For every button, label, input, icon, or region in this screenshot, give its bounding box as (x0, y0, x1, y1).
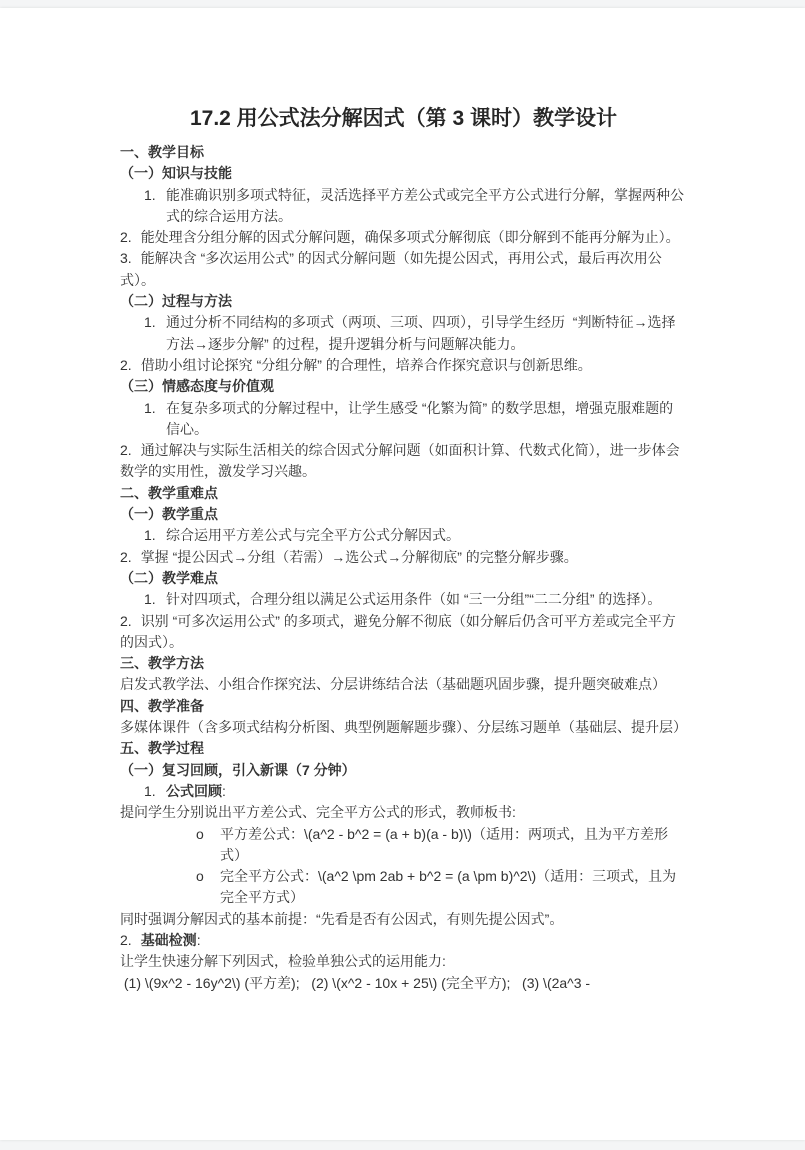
list-item-text: 通过解决与实际生活相关的综合因式分解问题（如面积计算、代数式化简），进一步体会数学的实用性，激发学习兴趣。 (120, 442, 680, 480)
list-item-text: 能处理含分组分解的因式分解问题，确保多项式分解彻底（即分解到不能再分解为止）。 (140, 229, 680, 246)
list-item-text: 能解决含 “多次运用公式” 的因式分解问题（如先提公因式，再用公式，最后再次用公式）。 (120, 250, 662, 288)
subheading-review-intro: （一）复习回顾，引入新课（7 分钟） (120, 761, 356, 778)
section-heading-process: 五、教学过程 (120, 740, 204, 757)
bullet-item-text: 完全平方公式：\(a^2 \pm 2ab + b^2 = (a \pm b)^2\)（适用：三项式，且为完全平方式） (220, 868, 677, 906)
subheading-teaching-difficulty: （二）教学难点 (120, 569, 218, 586)
list-item (120, 440, 687, 483)
list-item-colon: : (196, 931, 201, 948)
bullet-item (196, 866, 687, 909)
list-marker: 2. (120, 229, 132, 246)
bullet-item (196, 824, 687, 867)
list-item (144, 398, 687, 441)
list-item-text: 针对四项式，合理分组以满足公式运用条件（如 “三一分组”“二二分组” 的选择）。 (166, 591, 662, 608)
bullet-marker: o (196, 825, 204, 842)
list-item-text: 掌握 “提公因式→分组（若需）→选公式→分解彻底” 的完整分解步骤。 (140, 548, 578, 565)
list-item-text: 通过分析不同结构的多项式（两项、三项、四项），引导学生经历 “判断特征→选择方法→逐步分解” 的过程，提升逻辑分析与问题解决能力。 (166, 314, 676, 352)
list-item (144, 185, 687, 228)
list-item-text: 识别 “可多次运用公式” 的多项式，避免分解不彻底（如分解后仍含可平方差或完全平方的因式）。 (120, 612, 676, 650)
doc-title: 17.2 用公式法分解因式（第 3 课时）教学设计 (189, 107, 618, 130)
list-item-colon: : (222, 782, 226, 799)
list-marker: 1. (144, 399, 156, 416)
section-heading-methods: 三、教学方法 (120, 655, 204, 672)
list-marker: 2. (120, 548, 132, 565)
list-item-bold-label: 公式回顾 (166, 782, 222, 799)
list-marker: 1. (144, 591, 156, 608)
list-marker: 1. (144, 782, 156, 799)
list-marker: 1. (144, 527, 156, 544)
list-item-bold-label: 基础检测 (140, 931, 197, 948)
list-item (120, 547, 687, 568)
list-marker: 2. (120, 442, 132, 459)
list-item (120, 355, 687, 376)
list-item-text (166, 781, 226, 802)
list-item-text: 在复杂多项式的分解过程中，让学生感受 “化繁为简” 的数学思想，增强克服难题的信心。 (166, 399, 674, 437)
section-heading-preparation: 四、教学准备 (120, 697, 204, 714)
paragraph-quick-test-intro: 让学生快速分解下列因式，检验单独公式的运用能力: (120, 953, 446, 970)
list-item (144, 525, 687, 546)
paragraph-premise: 同时强调分解因式的基本前提：“先看是否有公因式，有则先提公因式”。 (120, 910, 564, 927)
list-item (144, 589, 687, 610)
paragraph-exercise-items: (1) \(9x^2 - 16y^2\) (平方差); (2) \(x^2 - 10x + 25\) (完全平方); (3) \(2a^3 - (120, 974, 594, 991)
list-item-text: 综合运用平方差公式与完全平方公式分解因式。 (166, 527, 460, 544)
paragraph-preparation: 多媒体课件（含多项式结构分析图、典型例题解题步骤）、分层练习题单（基础层、提升层） (120, 719, 687, 736)
list-item (120, 930, 687, 951)
section-heading-key-points: 二、教学重难点 (120, 484, 218, 501)
bullet-item-text: 平方差公式：\(a^2 - b^2 = (a + b)(a - b)\)（适用：两项式，且为平方差形式） (220, 825, 668, 863)
list-marker: 1. (144, 186, 156, 203)
list-item (144, 312, 687, 355)
list-item (120, 248, 687, 291)
list-item-text: 借助小组讨论探究 “分组分解” 的合理性，培养合作探究意识与创新思维。 (140, 356, 592, 373)
list-item-text: 能准确识别多项式特征，灵活选择平方差公式或完全平方公式进行分解，掌握两种公式的综合运用方法。 (166, 186, 684, 224)
subheading-process-method: （二）过程与方法 (120, 293, 232, 310)
list-marker: 1. (144, 314, 156, 331)
list-item (120, 611, 687, 654)
list-marker: 3. (120, 250, 132, 267)
document-page (0, 8, 805, 1140)
paragraph-formula-prompt: 提问学生分别说出平方差公式、完全平方公式的形式，教师板书: (120, 804, 516, 821)
list-item (144, 781, 687, 802)
list-marker: 2. (120, 356, 132, 373)
subheading-emotion-values: （三）情感态度与价值观 (120, 378, 274, 395)
subheading-teaching-focus: （一）教学重点 (120, 506, 218, 523)
subheading-knowledge-skills: （一）知识与技能 (120, 165, 232, 182)
list-marker: 2. (120, 612, 132, 629)
list-item (120, 227, 687, 248)
bullet-marker: o (196, 868, 204, 885)
list-marker: 2. (120, 931, 132, 948)
paragraph-methods: 启发式教学法、小组合作探究法、分层讲练结合法（基础题巩固步骤，提升题突破难点） (120, 676, 666, 693)
section-heading-objectives: 一、教学目标 (120, 144, 204, 160)
